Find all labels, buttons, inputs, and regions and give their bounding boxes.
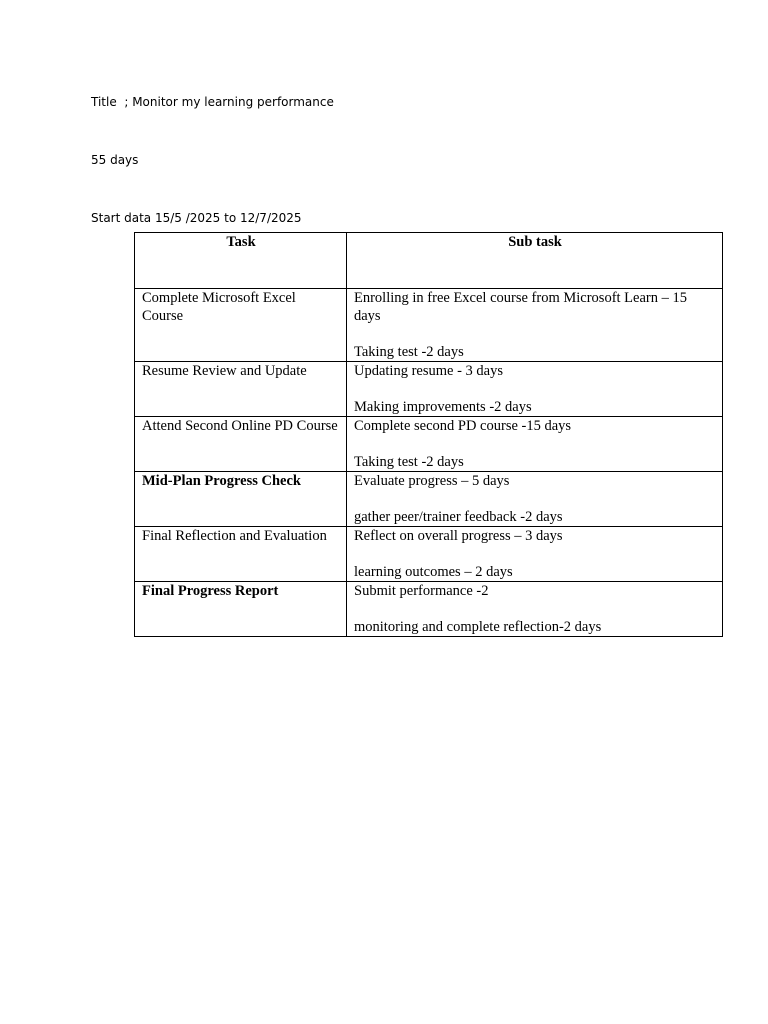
table-row <box>135 527 723 582</box>
task-cell: Final Progress Report <box>135 582 347 637</box>
subtask-cell <box>347 289 723 362</box>
table-header-row <box>135 233 723 289</box>
table-row <box>135 472 723 527</box>
date-range-text: Start data 15/5 /2025 to 12/7/2025 <box>91 211 302 225</box>
task-cell: Final Reflection and Evaluation <box>135 527 347 582</box>
subtask-item: Reflect on overall progress – 3 days <box>354 528 563 544</box>
subtask-item: Updating resume - 3 days <box>354 363 503 379</box>
task-cell: Attend Second Online PD Course <box>135 417 347 472</box>
table-row <box>135 289 723 362</box>
header-task: Task <box>135 233 347 289</box>
subtask-item: learning outcomes – 2 days <box>354 564 513 580</box>
subtask-item: gather peer/trainer feedback -2 days <box>354 509 563 525</box>
document-title: Title ; Monitor my learning performance <box>91 95 334 109</box>
subtask-item: Submit performance -2 <box>354 583 489 599</box>
subtask-cell <box>347 582 723 637</box>
task-table <box>134 232 723 637</box>
subtask-item: monitoring and complete reflection-2 days <box>354 619 602 635</box>
subtask-cell <box>347 362 723 417</box>
task-cell: Complete Microsoft Excel Course <box>135 289 347 362</box>
subtask-cell <box>347 527 723 582</box>
header-sub-task: Sub task <box>347 233 723 289</box>
task-cell: Resume Review and Update <box>135 362 347 417</box>
table-row <box>135 417 723 472</box>
duration-text: 55 days <box>91 153 139 167</box>
subtask-item: Taking test -2 days <box>354 454 464 470</box>
table-row <box>135 362 723 417</box>
subtask-item: Taking test -2 days <box>354 344 464 360</box>
subtask-item: Complete second PD course -15 days <box>354 418 572 434</box>
subtask-cell <box>347 417 723 472</box>
subtask-item: Enrolling in free Excel course from Microsoft Learn – 15 days <box>354 290 687 324</box>
subtask-item: Making improvements -2 days <box>354 399 532 415</box>
task-cell: Mid-Plan Progress Check <box>135 472 347 527</box>
subtask-cell <box>347 472 723 527</box>
subtask-item: Evaluate progress – 5 days <box>354 473 510 489</box>
table-row <box>135 582 723 637</box>
